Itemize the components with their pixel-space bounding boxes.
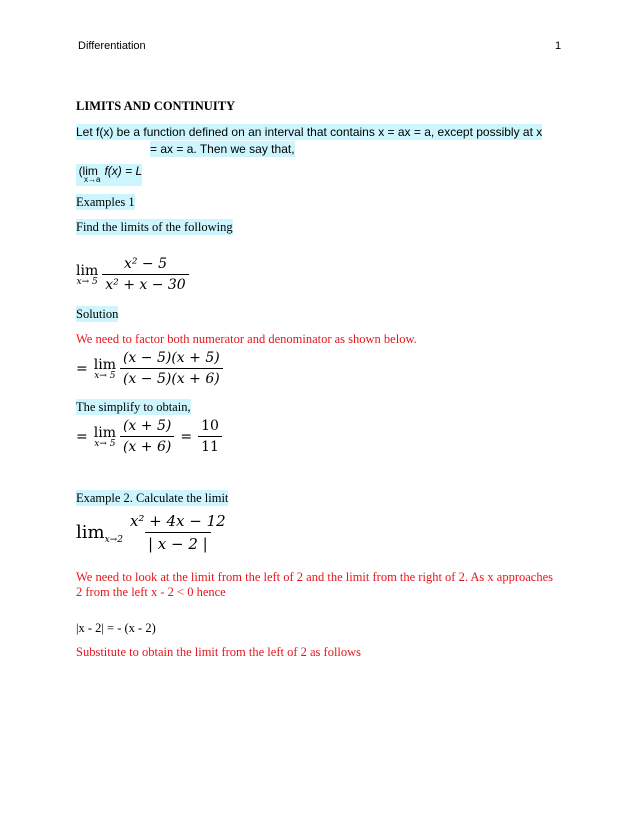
factored-expression: = lim x→ 5 $\frac{(x - 5)(x + 5)}{(x - 5)(x + 6)}$ xyxy=(76,350,223,387)
absolute-value-equation: |x - 2| = - (x - 2) xyxy=(76,621,156,635)
simplify-instruction: The simplify to obtain, xyxy=(76,400,191,414)
lim-subscript: x→a xyxy=(84,175,101,184)
factored-lim: lim x→ 5 xyxy=(93,356,116,381)
limit-definition-expression xyxy=(76,164,142,186)
page-number: 1 xyxy=(555,40,562,52)
factored-numerator: (x − 5)(x + 5) xyxy=(122,350,220,366)
definition-line-1: Let f(x) be a function defined on an interval that contains x = ax = a, except possibly at x xyxy=(76,125,543,139)
simplified-lim: lim x→ 5 xyxy=(93,424,116,449)
definition-line-2: = ax = a. Then we say that, xyxy=(150,142,295,156)
find-limits-text: Find the limits of the following xyxy=(76,220,233,234)
examples-label: Examples 1 xyxy=(76,195,135,209)
example2-lim-sub: x→2 xyxy=(104,534,123,545)
example2-lim-word: lim xyxy=(76,522,105,543)
solution-label: Solution xyxy=(76,307,119,321)
simplified-fraction xyxy=(120,418,174,455)
lim-open: (lim xyxy=(78,164,98,178)
result-fraction xyxy=(198,418,222,455)
example1-expression xyxy=(76,256,189,293)
result-denominator: 11 xyxy=(198,436,222,455)
example2-label: Example 2. Calculate the limit xyxy=(76,491,229,505)
factored-denominator: (x − 5)(x + 6) xyxy=(120,368,223,387)
running-header-title: Differentiation xyxy=(78,40,146,52)
example2-denominator: | x − 2 | xyxy=(145,532,211,553)
simplified-expression: = lim x→ 5 $\frac{(x + 5)}{(x + 6)}$ = $\frac{10}{11}$ xyxy=(76,418,222,455)
example1-lim: lim x→ 5 xyxy=(76,262,99,287)
simplified-denominator: (x + 6) xyxy=(120,436,174,455)
section-heading: LIMITS AND CONTINUITY xyxy=(76,99,236,113)
left-right-text-line-1: We need to look at the limit from the left of 2 and the limit from the right of 2. As x approaches xyxy=(76,570,554,584)
factored-fraction xyxy=(120,350,223,387)
example2-expression xyxy=(76,512,229,553)
result-numerator: 10 xyxy=(201,418,219,434)
example1-fraction xyxy=(102,256,188,293)
example2-fraction xyxy=(127,512,229,553)
example1-numerator: x² − 5 xyxy=(123,256,167,272)
example1-denominator: x² + x − 30 xyxy=(102,274,188,293)
example2-numerator: x² + 4x − 12 xyxy=(129,512,226,530)
lim-rest: f(x) = L xyxy=(104,164,143,178)
substitute-instruction: Substitute to obtain the limit from the left of 2 as follows xyxy=(76,645,362,659)
simplified-numerator: (x + 5) xyxy=(122,418,172,434)
left-right-text-line-2: 2 from the left x - 2 < 0 hence xyxy=(76,585,226,599)
factor-instruction: We need to factor both numerator and denominator as shown below. xyxy=(76,332,417,346)
